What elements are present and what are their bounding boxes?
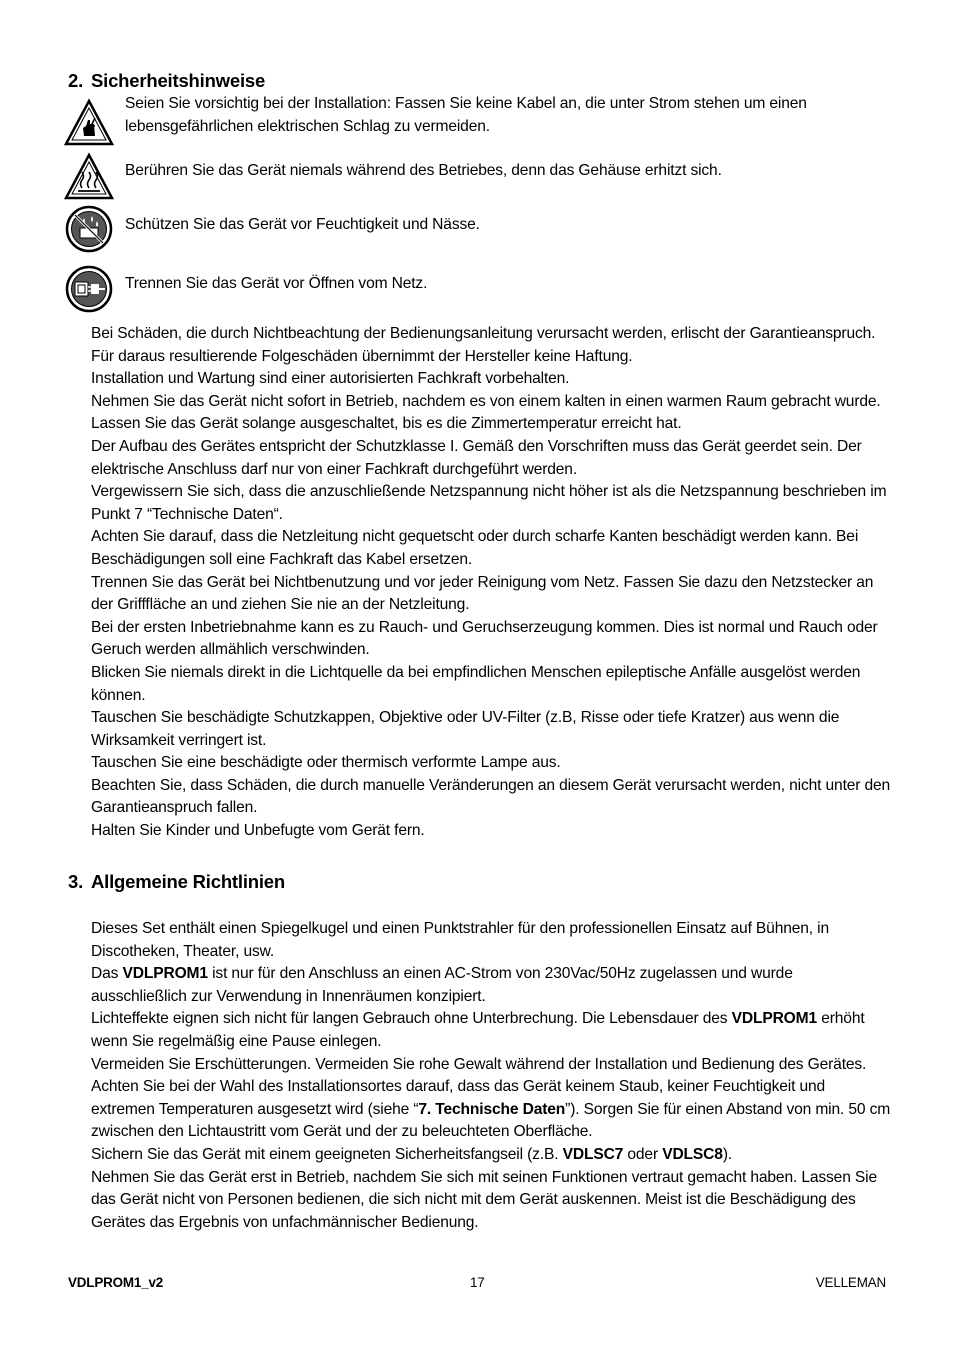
section-2-heading	[68, 70, 265, 92]
paragraph	[91, 1008, 891, 1053]
text-run: oder	[623, 1145, 663, 1163]
unplug-before-opening-icon	[64, 264, 114, 314]
footer-brand: VELLEMAN	[815, 1275, 886, 1290]
paragraph	[91, 963, 891, 1008]
paragraph: Beachten Sie, dass Schäden, die durch manuelle Veränderungen an diesem Gerät verursacht werden, nicht unter den Garantieanspruch fallen.	[91, 776, 891, 817]
warning-electric-shock	[64, 96, 884, 146]
paragraph: Vermeiden Sie Erschütterungen. Vermeiden Sie rohe Gewalt während der Installation und Bedienung des Gerätes.	[91, 1055, 867, 1073]
paragraph: Der Aufbau des Gerätes entspricht der Schutzklasse I. Gemäß den Vorschriften muss das Gerät geerdet sein. Der elektrische Anschluss darf nur von einer Fachkraft durchgeführt werden.	[91, 437, 862, 478]
warning-hot-surface	[64, 150, 884, 200]
text-run: ist nur für den Anschluss an einen AC-Strom von 230Vac/50Hz zugelassen und wurde ausschließlich zur Verwendung in Innenräumen konzipiert.	[91, 965, 793, 1005]
paragraph: Bei der ersten Inbetriebnahme kann es zu Rauch- und Geruchserzeugung kommen. Dies ist normal und Rauch oder Geruch werden allmählich verschwinden.	[91, 618, 878, 659]
footer-model: VDLPROM1_v2	[68, 1275, 164, 1290]
paragraph: Vergewissern Sie sich, dass die anzuschließende Netzspannung nicht höher ist als die Netzspannung beschrieben im Punkt 7 “Technische Daten“.	[91, 483, 887, 523]
section-title: Allgemeine Richtlinien	[91, 871, 285, 892]
product-code: VDLPROM1	[122, 965, 208, 983]
paragraph: Nehmen Sie das Gerät erst in Betrieb, nachdem Sie sich mit seinen Funktionen vertraut gemacht haben. Lassen Sie das Gerät nicht von Personen bedienen, die sich nicht mit dem Gerät auskennen. Meist ist die Beschädigung des Gerätes das Ergebnis von unfachmännischer Bedienung.	[91, 1168, 877, 1231]
warning-moisture	[64, 204, 884, 254]
paragraph: Tauschen Sie eine beschädigte oder thermisch verformte Lampe aus.	[91, 754, 561, 772]
paragraph: Achten Sie darauf, dass die Netzleitung nicht gequetscht oder durch scharfe Kanten beschädigt werden kann. Bei Beschädigungen soll eine Fachkraft das Kabel ersetzen.	[91, 528, 859, 568]
section-3-body	[91, 918, 891, 1234]
section-3-heading	[68, 871, 285, 893]
product-code: VDLSC7	[562, 1145, 624, 1163]
product-code: VDLPROM1	[731, 1010, 818, 1028]
section-title: Sicherheitshinweise	[91, 70, 266, 91]
text-run: Das	[91, 965, 123, 983]
hot-surface-warning-icon	[64, 152, 114, 202]
paragraph: Tauschen Sie beschädigte Schutzkappen, Objektive oder UV-Filter (z.B, Risse oder tiefe Kratzer) aus wenn die Wirksamkeit verringert ist.	[91, 709, 840, 749]
paragraph: Installation und Wartung sind einer autorisierten Fachkraft vorbehalten.	[91, 370, 570, 388]
section-2-body	[91, 323, 891, 843]
text-run: ”). Sorgen Sie für einen Abstand von min. 50 cm zwischen den Lichtaustritt vom Gerät und der zu beleuchteten Oberfläche.	[91, 1100, 891, 1141]
paragraph: Bei Schäden, die durch Nichtbeachtung der Bedienungsanleitung verursacht werden, erlischt der Garantieanspruch. Für daraus resultierende Folgeschäden übernimmt der Hersteller keine Haftung.	[91, 325, 876, 365]
text-run: Achten Sie bei der Wahl des Installationsortes darauf, dass das Gerät keinem Staub, keiner Feuchtigkeit und extremen Temperaturen ausgesetzt wird (siehe “	[91, 1078, 826, 1118]
warning-text: Schützen Sie das Gerät vor Feuchtigkeit und Nässe.	[125, 216, 480, 233]
paragraph: Blicken Sie niemals direkt in die Lichtquelle da bei empfindlichen Menschen epileptische Anfälle ausgelöst werden können.	[91, 663, 861, 704]
warning-text: Seien Sie vorsichtig bei der Installation: Fassen Sie keine Kabel an, die unter Strom stehen um einen lebensgefährlichen elektrischen Schlag zu vermeiden.	[125, 95, 807, 135]
text-run: erhöht wenn Sie regelmäßig eine Pause einlegen.	[91, 1010, 865, 1050]
section-reference: 7. Technische Daten	[418, 1100, 566, 1118]
protect-from-moisture-icon	[64, 204, 114, 254]
section-number: 2.	[68, 70, 84, 91]
footer-page-number: 17	[470, 1275, 485, 1290]
electric-shock-warning-icon	[64, 98, 114, 148]
paragraph: Dieses Set enthält einen Spiegelkugel und einen Punktstrahler für den professionellen Einsatz auf Bühnen, in Discotheken, Theater, usw.	[91, 920, 829, 960]
text-run: Sichern Sie das Gerät mit einem geeigneten Sicherheitsfangseil (z.B.	[91, 1145, 563, 1163]
product-code: VDLSC8	[662, 1145, 723, 1163]
paragraph: Nehmen Sie das Gerät nicht sofort in Betrieb, nachdem es von einem kalten in einen warmen Raum gebracht wurde. Lassen Sie das Gerät solange ausgeschaltet, bis es die Zimmertemperatur erreicht hat.	[91, 392, 881, 433]
warning-text: Berühren Sie das Gerät niemals während des Betriebes, denn das Gehäuse erhitzt sich.	[125, 162, 722, 179]
text-run: ).	[722, 1145, 733, 1163]
warning-unplug	[64, 264, 884, 314]
warning-text: Trennen Sie das Gerät vor Öffnen vom Netz.	[125, 275, 428, 292]
paragraph	[91, 1076, 891, 1144]
paragraph	[91, 1144, 891, 1167]
section-number: 3.	[68, 871, 84, 892]
text-run: Lichteffekte eignen sich nicht für langen Gebrauch ohne Unterbrechung. Die Lebensdauer des	[91, 1010, 732, 1028]
paragraph: Halten Sie Kinder und Unbefugte vom Gerät fern.	[91, 822, 425, 840]
paragraph: Trennen Sie das Gerät bei Nichtbenutzung und vor jeder Reinigung vom Netz. Fassen Sie dazu den Netzstecker an der Grifffläche an und ziehen Sie nie an der Netzleitung.	[91, 573, 874, 614]
